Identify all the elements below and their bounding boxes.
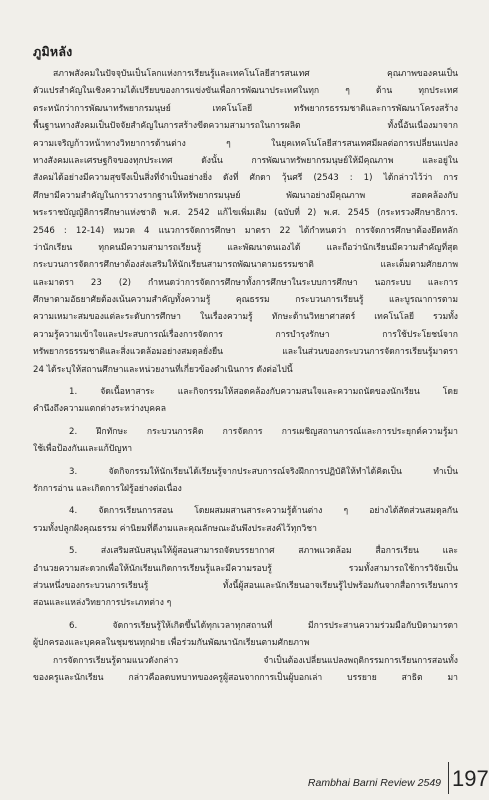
page-number: 197	[452, 766, 489, 791]
text-line: ความเจริญก้าวหน้าทางวิทยาการด้านต่าง ๆ ในยุคเทคโนโลยีสารสนเทศมีผลต่อการเปลี่ยนแปลง	[33, 138, 458, 149]
text-line: ว่านักเรียน ทุกคนมีความสามารถเรียนรู้ และพัฒนาตนเองได้ และถือว่านักเรียนมีความสำคัญที่สุด	[33, 242, 458, 253]
text-line: สอนและแหล่งวิทยาการประเภทต่าง ๆ	[33, 598, 172, 609]
text-line: ใช้เพื่อป้องกันและแก้ปัญหา	[33, 444, 133, 455]
text-line: ส่วนหนึ่งของกระบวนการเรียนรู้ ทั้งนี้ผู้สอนและนักเรียนอาจเรียนรู้ไปพร้อมกันจากสื่อการเรียนการ	[33, 580, 458, 591]
body-text	[33, 66, 458, 687]
text-line: พระราชบัญญัติการศึกษาแห่งชาติ พ.ศ. 2542 แก้ไขเพิ่มเติม (ฉบับที่ 2) พ.ศ. 2545 (กระทรวงศึกษาธิการ.	[33, 208, 458, 219]
text-line: 3. จัดกิจกรรมให้นักเรียนได้เรียนรู้จากประสบการณ์จริงฝึกการปฏิบัติให้ทำได้คิดเป็น ทำเป็น	[69, 466, 458, 477]
text-line: ความเหมาะสมของแต่ละระดับการศึกษา ในเรื่องความรู้ ทักษะด้านวิทยาศาสตร์ เทคโนโลยี รวมทั้ง	[33, 312, 458, 323]
text-line: รักการอ่าน และเกิดการใฝ่รู้อย่างต่อเนื่อง	[33, 483, 182, 494]
text-line: ผู้ปกครองและบุคคลในชุมชนทุกฝ่าย เพื่อร่วมกันพัฒนานักเรียนตามศักยภาพ	[33, 638, 310, 649]
text-line: พื้นฐานทางสังคมเป็นปัจจัยสำคัญในการสร้างขีดความสามารถในการผลิต ทั้งนี้อันเนื่องมาจาก	[33, 121, 458, 132]
text-line: ทางสังคมและเศรษฐกิจของทุกประเทศ ดังนั้น การพัฒนาทรัพยากรมนุษย์ให้มีคุณภาพ และอยู่ใน	[33, 155, 458, 166]
text-line: 5. ส่งเสริมสนับสนุนให้ผู้สอนสามารถจัดบรรยากาศ สภาพแวดล้อม สื่อการเรียน และ	[69, 546, 458, 557]
text-line: ตระหนักว่าการพัฒนาทรัพยากรมนุษย์ เทคโนโลยี ทรัพยากรธรรมชาติและการพัฒนาโครงสร้าง	[33, 103, 458, 114]
text-line: ความรู้ความเข้าใจและประสบการณ์เรื่องการจัดการ การบำรุงรักษา การใช้ประโยชน์จาก	[33, 329, 458, 340]
text-line: และมาตรา 23 (2) กำหนดว่าการจัดการศึกษาทั้งการศึกษาในระบบการศึกษา นอกระบบ และการ	[33, 277, 458, 288]
text-line: ทรัพยากรธรรมชาติและสิ่งแวดล้อมอย่างสมดุลยั่งยืน และในส่วนของกระบวนการจัดการเรียนรู้มาตรา	[33, 347, 458, 358]
text-line: ศึกษาตามอัธยาศัยต้องเน้นความสำคัญทั้งความรู้ คุณธรรม กระบวนการเรียนรู้ และบูรณาการตาม	[33, 295, 458, 306]
journal-footer: Rambhai Barni Review 2549	[307, 777, 441, 789]
text-line: 24 ได้ระบุให้สถานศึกษาและหน่วยงานที่เกี่ยวข้องดำเนินการ ดังต่อไปนี้	[33, 364, 293, 375]
text-line: กระบวนการจัดการศึกษาต้องส่งเสริมให้นักเรียนสามารถพัฒนาตามธรรมชาติ และเต็มตามศักยภาพ	[33, 260, 458, 271]
text-line: การจัดการเรียนรู้ตามแนวดังกล่าว จำเป็นต้องเปลี่ยนแปลงพฤติกรรมการเรียนการสอนทั้ง	[53, 655, 458, 666]
section-heading: ภูมิหลัง	[33, 44, 73, 59]
text-line: ของครูและนักเรียน กล่าวคือลดบทบาทของครูผู้สอนจากการเป็นผู้บอกเล่า บรรยาย สาธิต มา	[33, 672, 458, 683]
text-line: ตัวแปรสำคัญในเชิงความได้เปรียบของการแข่งขันเพื่อการพัฒนาประเทศในทุก ๆ ด้าน ทุกประเทศ	[33, 86, 458, 97]
text-line: คำนึงถึงความแตกต่างระหว่างบุคคล	[33, 404, 166, 415]
text-line: 4. จัดการเรียนการสอน โดยผสมผสานสาระความรู้ด้านต่าง ๆ อย่างได้สัดส่วนสมดุลกัน	[69, 506, 458, 517]
text-line: 2546 : 12-14) หมวด 4 แนวการจัดการศึกษา มาตรา 22 ได้กำหนดว่า การจัดการศึกษาต้องยึดหลัก	[33, 225, 458, 236]
text-line: สภาพสังคมในปัจจุบันเป็นโลกแห่งการเรียนรู้และเทคโนโลยีสารสนเทศ คุณภาพของคนเป็น	[53, 69, 458, 79]
text-line: 1. จัดเนื้อหาสาระ และกิจกรรมให้สอดคล้องกับความสนใจและความถนัดของนักเรียน โดย	[69, 387, 458, 398]
text-line: 2. ฝึกทักษะ กระบวนการคิด การจัดการ การเผชิญสถานการณ์และการประยุกต์ความรู้มา	[69, 426, 458, 437]
text-line: รวมทั้งปลูกฝังคุณธรรม ค่านิยมที่ดีงามและคุณลักษณะอันพึงประสงค์ไว้ทุกวิชา	[33, 523, 317, 534]
footer-divider	[448, 762, 449, 794]
text-line: ศึกษามีความสำคัญในการวางรากฐานให้ทรัพยากรมนุษย์ พัฒนาอย่างมีคุณภาพ สอดคล้องกับ	[33, 190, 458, 201]
text-line: สังคมได้อย่างมีความสุขจึงเป็นสิ่งที่จำเป็นอย่างยิ่ง ดังที่ ศักดา วุ้นศรี (2543 : 1) ได้กล่าวไว้ว่า การ	[33, 173, 458, 184]
text-line: อำนวยความสะดวกเพื่อให้นักเรียนเกิดการเรียนรู้และมีความรอบรู้ รวมทั้งสามารถใช้การวิจัยเป็น	[33, 563, 458, 574]
text-line: 6. จัดการเรียนรู้ให้เกิดขึ้นได้ทุกเวลาทุกสถานที่ มีการประสานความร่วมมือกับบิดามารดา	[69, 620, 458, 631]
